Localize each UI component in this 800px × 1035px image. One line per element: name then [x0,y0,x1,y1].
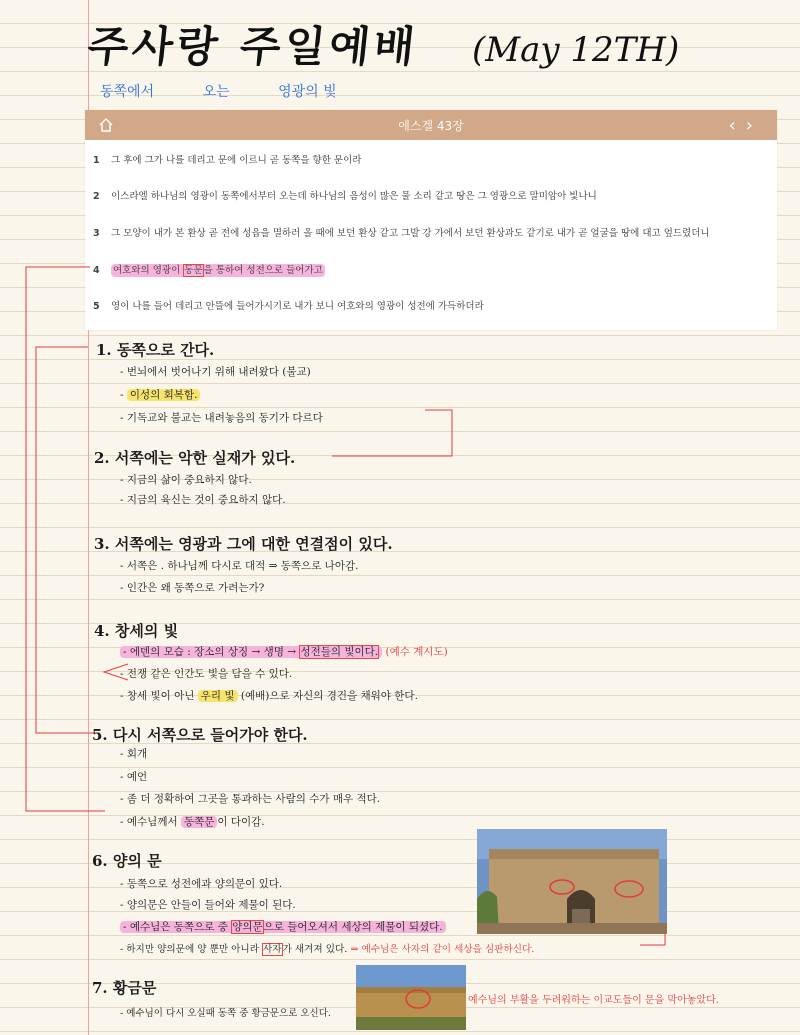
red-annotation: 예수님의 부활을 두려워하는 이교도들이 문을 막아놓았다. [468,995,719,1006]
pink-highlight [120,646,382,658]
pink-highlight [120,921,446,933]
section-heading: 2. 서쪽에는 악한 실재가 있다. [94,449,296,467]
boxed-text: 성전들의 빛이다. [300,646,379,658]
note-text: - 하지만 양의문에 양 뿐만 아니라 [120,944,259,955]
section-heading: 1. 동쪽으로 간다. [96,341,215,359]
section-heading: 3. 서쪽에는 영광과 그에 대한 연결점이 있다. [94,535,393,553]
note-line [120,941,534,955]
note-line: - 동쪽으로 성전에과 양의문이 있다. [120,878,283,890]
note-line: - 기독교와 불교는 내려놓음의 동기가 다르다 [120,412,323,424]
note-line: - 서쪽은 . 하나님께 다시로 대적 ⇒ 동쪽으로 나아감. [120,560,359,572]
note-line [120,688,418,703]
gate-photo [477,829,667,934]
verse-number: 4 [93,265,100,276]
note-line: - 전쟁 같은 인간도 빛을 담을 수 있다. [120,668,293,680]
yellow-highlight: 이성의 회복함. [127,389,201,401]
verse-text: 영이 나를 들어 데리고 안뜰에 들어가시기로 내가 보니 여호와의 영광이 성전에 가득하더라 [111,301,484,312]
verse-number: 3 [93,228,100,239]
section-heading: 6. 양의 문 [92,852,162,870]
verse-number: 5 [93,301,100,312]
verse-text: 이스라엘 하나님의 영광이 동쪽에서부터 오는데 하나님의 음성이 많은 물 소리 같고 땅은 그 영광으로 말미암아 빛나니 [111,191,597,202]
note-line: - 지금의 육신는 것이 중요하지 않다. [120,494,286,506]
note-text: - 예수님은 동쪽으로 중 [123,921,228,933]
chevron-right-icon[interactable]: › [745,115,763,136]
red-note: (예수 계시도) [385,646,448,658]
verse-text: 그 모양이 내가 본 환상 곧 전에 성읍을 멸하러 올 때에 보던 환상 같고 그발 강 가에서 보던 환상과도 같기로 내가 곧 얼굴을 땅에 대고 엎드렸더니 [111,228,710,239]
section-heading: 7. 황금문 [92,979,157,997]
note-line: - 양의문은 안들이 들어와 제물이 된다. [120,899,296,911]
section-heading: 5. 다시 서쪽으로 들어가야 한다. [92,726,308,744]
title-date: (May 12TH) [472,30,680,70]
boxed-text: 사자 [263,944,282,955]
note-line [120,644,448,659]
note-text: - 에덴의 모습 : 장소의 상징 → 생명 → [123,646,297,658]
note-text: (예배)으로 자신의 경건을 채워야 한다. [240,690,418,702]
note-line: - 회개 [120,748,148,760]
verse-number: 2 [93,191,100,202]
note-text: - 예수님께서 [120,816,178,828]
subtitle-part: 동쪽에서 [100,84,155,100]
chapter-title: 에스겔 43장 [398,118,464,133]
pink-highlight: 동쪽문 [181,816,217,828]
boxed-word: 동문 [184,265,203,276]
verse-text: 여호와의 영광이 [113,265,184,276]
page-title: 주사랑 주일예배 [85,22,421,71]
golden-gate-photo [356,965,466,1030]
verse-text: 그 후에 그가 나를 데리고 문에 이르니 곧 동쪽을 향한 문이라 [111,155,362,166]
note-line: - 인간은 왜 동쪽으로 가려는가? [120,582,265,594]
note-line [120,919,446,934]
note-line: - 지금의 삶이 중요하지 않다. [120,474,252,486]
red-note: ⇒ 예수님은 사자의 같이 세상을 심판하신다. [350,944,535,955]
note-text: - 창세 빛이 아닌 [120,690,195,702]
verse-text: 을 통하여 성전으로 들어가고 [203,265,323,276]
subtitle-part: 영광의 빛 [278,84,337,100]
note-line: - 이성의 회복함. [120,387,200,402]
chevron-left-icon[interactable]: ‹ [728,115,746,136]
yellow-highlight: 우리 빛 [198,690,238,702]
verse-number: 1 [93,155,100,166]
section-heading: 4. 창세의 빛 [94,622,179,640]
boxed-text: 양의문 [232,921,263,933]
note-line: - 예수님이 다시 오실때 동쪽 중 황금문으로 오신다. [120,1008,331,1019]
note-text: 가 새겨져 있다. [282,944,348,955]
note-text: 으로 들어오셔서 세상의 제물이 되셨다. [263,921,443,933]
note-line: - 예언 [120,771,148,783]
note-text: 이 다이감. [217,816,265,828]
note-line: - 좀 더 정확하여 그곳을 통과하는 사람의 수가 매우 적다. [120,793,381,805]
note-line: - 번뇌에서 벗어나기 위해 내려왔다 (불교) [120,366,311,378]
note-line [120,814,265,829]
subtitle-part: 오는 [202,84,230,100]
